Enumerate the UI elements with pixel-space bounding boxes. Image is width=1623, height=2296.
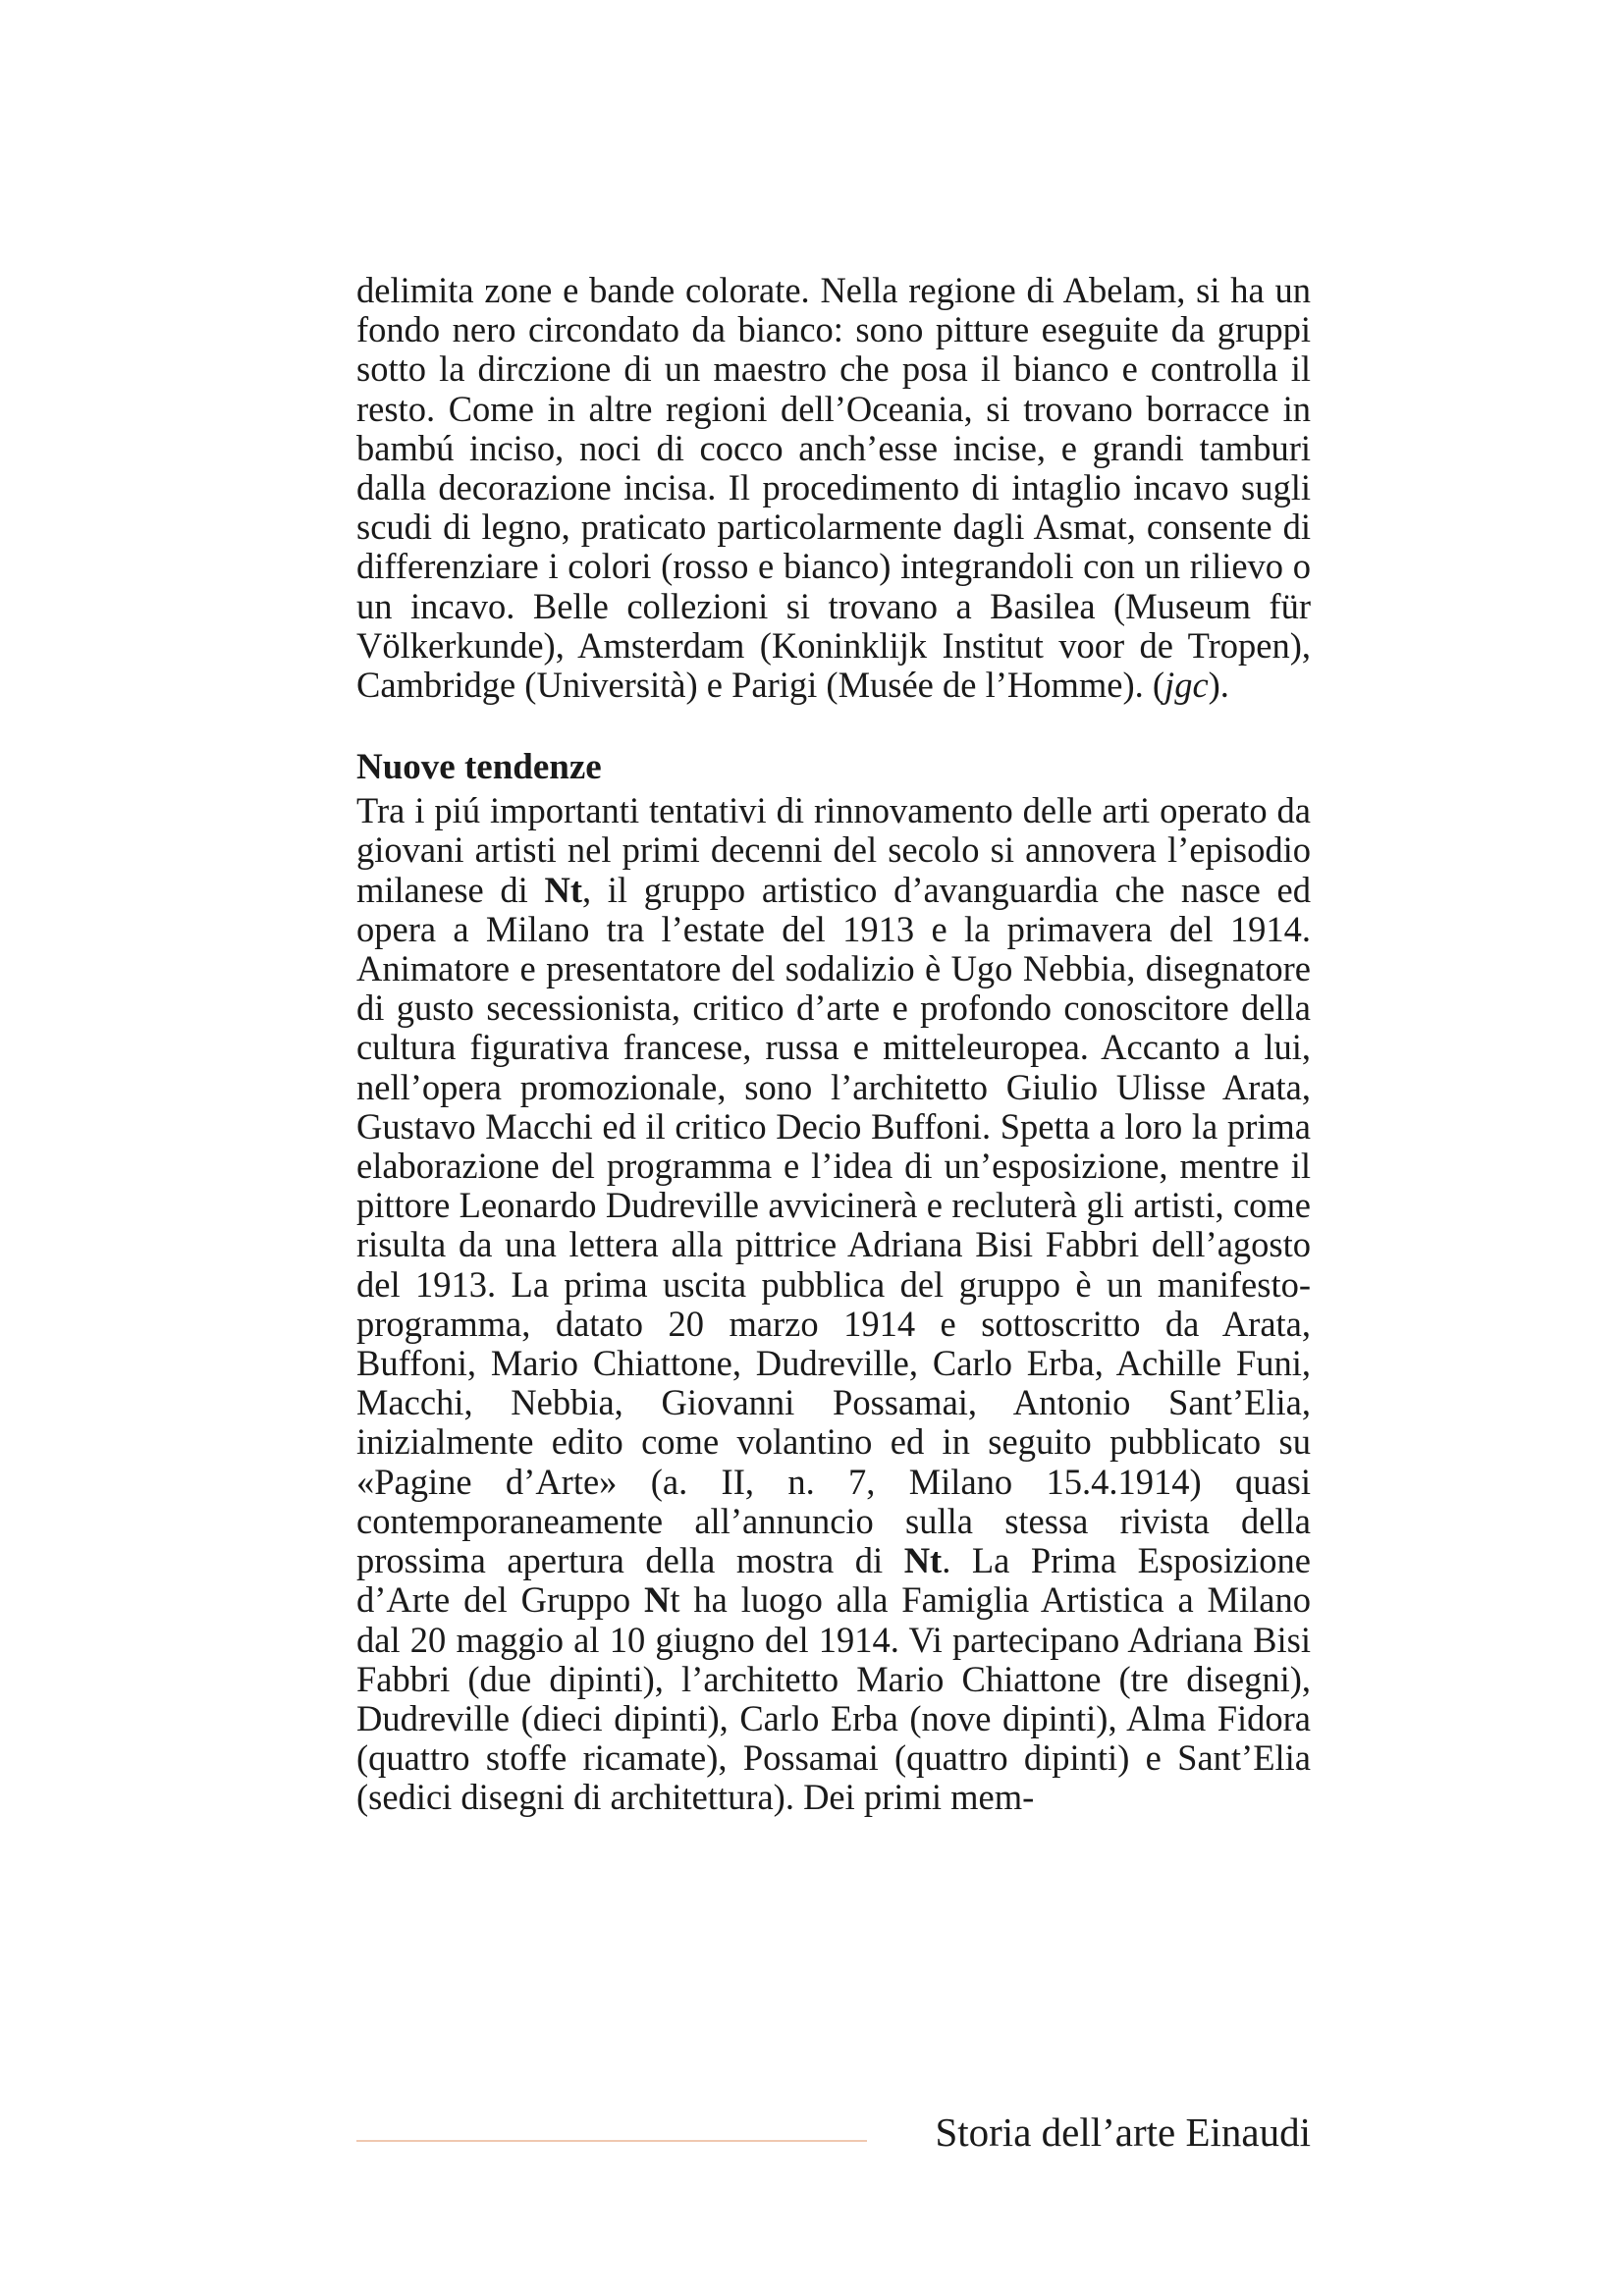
- group-name-nt: Nt: [544, 869, 582, 910]
- group-name-nt: Nt: [903, 1540, 943, 1581]
- section-text-2: , il gruppo artistico d’avanguardia che nasce ed opera a Milano tra l’estate del 1913 e la primavera del 1914. Animatore e presentatore del sodalizio è Ugo Nebbia, disegnatore di gusto secessionista, critico d’arte e profondo conoscitore della cultura figurativa francese, russa e mitteleuropea. Accanto a lui, nell’opera promozionale, sono l’architetto Giulio Ulisse Arata, Gustavo Macchi ed il critico Decio Buffoni. Spetta a loro la prima elaborazione del programma e l’idea di un’esposizione, mentre il pittore Leonardo Dudreville avvicinerà e recluterà gli artisti, come risulta da una lettera alla pittrice Adriana Bisi Fabbri dell’agosto del 1913. La prima uscita pubblica del gruppo è un manifesto-programma, datato 20 marzo 1914 e sottoscritto da Arata, Buffoni, Mario Chiattone, Dudreville, Carlo Erba, Achille Funi, Macchi, Nebbia, Giovanni Possamai, Antonio Sant’Elia, inizialmente edito come volantino ed in seguito pubblicato su «Pagine d’Arte» (a. II, n. 7, Milano 15.4.1914) quasi contemporaneamente all’annuncio sulla stessa rivista della prossima apertura della mostra di: [356, 869, 1311, 1581]
- section-text-4: t ha luogo alla Famiglia Artistica a Milano dal 20 maggio al 10 giugno del 1914. Vi partecipano Adriana Bisi Fabbri (due dipinti), l’architetto Mario Chiattone (tre disegni), Dudreville (dieci dipinti), Carlo Erba (nove dipinti), Alma Fidora (quattro stoffe ricamate), Possamai (quattro dipinti) e Sant’Elia (sedici disegni di architettura). Dei primi mem-: [356, 1579, 1311, 1818]
- intro-closing: ).: [1208, 665, 1229, 706]
- section-text-1: Tra i piú importanti tentativi di rinnovamento delle arti operato da giovani artisti nel primi decenni del secolo si annovera l’episodio milanese di: [356, 790, 1311, 910]
- intro-text: delimita zone e bande colorate. Nella regione di Abelam, si ha un fondo nero circondato da bianco: sono pitture eseguite da gruppi sotto la dirczione di un maestro che posa il bianco e controlla il resto. Come in altre regioni dell’Oceania, si trovano borracce in bambú inciso, noci di cocco anch’esse incise, e grandi tamburi dalla decorazione incisa. Il procedimento di intaglio incavo sugli scudi di legno, praticato particolarmente dagli Asmat, consente di differenziare i colori (rosso e bianco) integrandoli con un rilievo o un incavo. Belle collezioni si trovano a Basilea (Museum für Völkerkunde), Amsterdam (Koninklijk Institut voor de Tropen), Cambridge (Università) e Parigi (Musée de l’Homme). (: [356, 270, 1311, 706]
- section-text-3: . La Prima Esposizione d’Arte del Gruppo: [356, 1540, 1311, 1621]
- group-name-n: N: [644, 1579, 671, 1621]
- intro-paragraph: [356, 271, 1311, 705]
- footer-divider: [356, 2140, 867, 2142]
- footer-title: Storia dell’arte Einaudi: [935, 2109, 1311, 2155]
- section-paragraph: [356, 791, 1311, 1817]
- author-initials: jgc: [1164, 665, 1209, 706]
- text-column: [356, 271, 1311, 1818]
- section-heading: Nuove tendenze: [356, 747, 602, 788]
